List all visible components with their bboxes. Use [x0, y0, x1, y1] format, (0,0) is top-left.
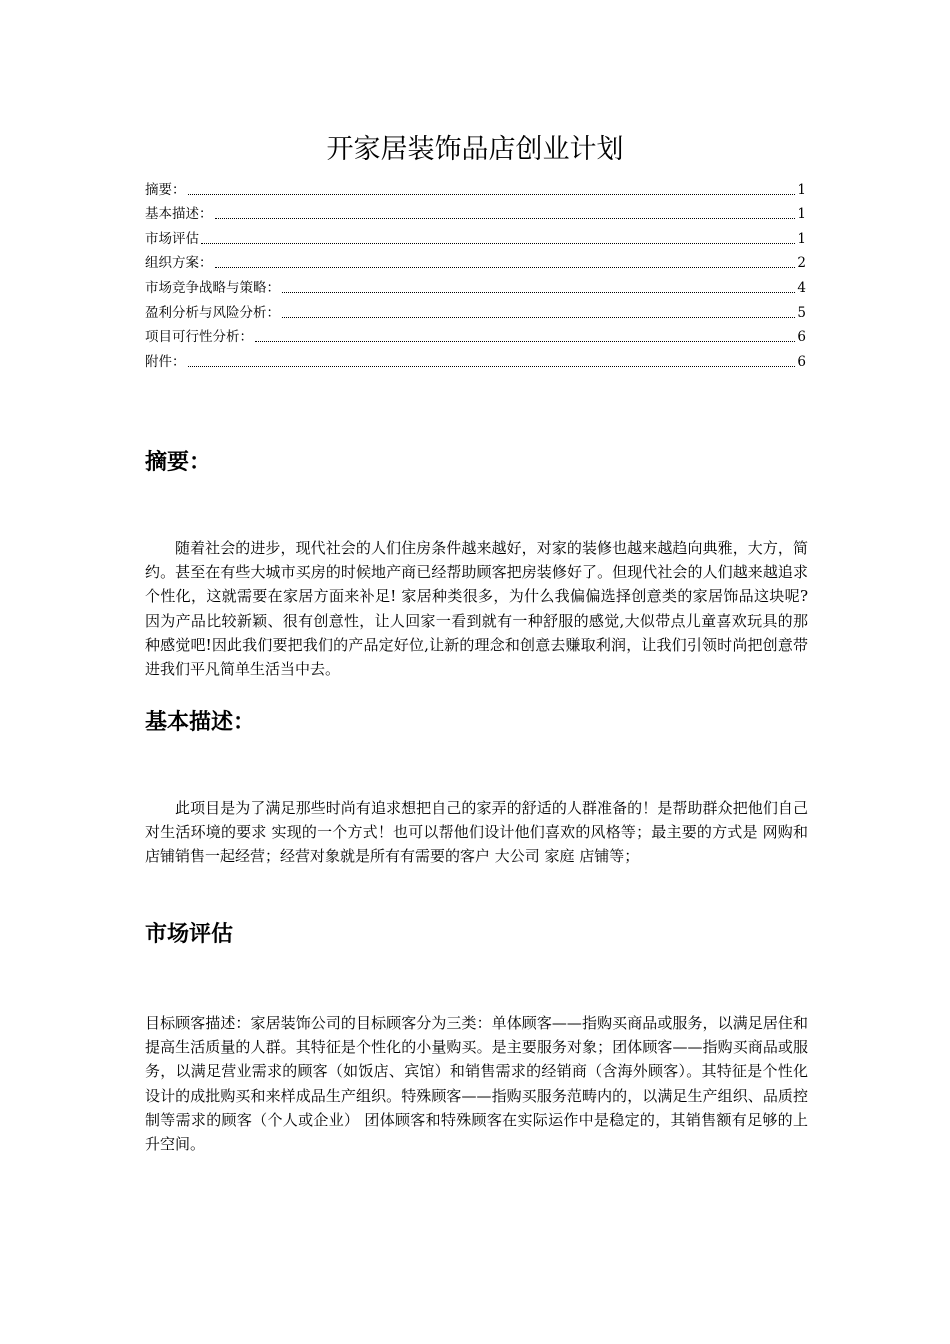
toc-leader-dots — [282, 317, 795, 318]
toc-entry-page: 6 — [797, 329, 806, 346]
toc-entry-label: 市场竞争战略与策略： — [145, 279, 280, 296]
toc-leader-dots — [188, 366, 796, 367]
toc-entry-label: 摘要： — [145, 181, 186, 198]
toc-entry-label: 市场评估 — [145, 230, 199, 247]
document-title: 开家居装饰品店创业计划 — [326, 134, 624, 165]
toc-entry[interactable] — [145, 323, 806, 348]
toc-entry-page: 2 — [797, 255, 806, 272]
toc-entry-page: 1 — [797, 181, 806, 198]
toc-leader-dots — [215, 267, 796, 268]
toc-entry-label: 组织方案： — [145, 255, 213, 272]
summary-heading: 摘要： — [145, 450, 212, 475]
table-of-contents — [145, 175, 806, 372]
toc-entry[interactable] — [145, 249, 806, 274]
toc-leader-dots — [255, 341, 795, 342]
toc-leader-dots — [201, 243, 795, 244]
basic-description-paragraph: 此项目是为了满足那些时尚有追求想把自己的家弄的舒适的人群准备的！是帮助群众把他们自己对生活环境的要求 实现的一个方式！也可以帮他们设计他们喜欢的风格等；最主要的方式是 网购和店铺销售一起经营；经营对象就是所有有需要的客户 大公司 家庭 店铺等； — [145, 799, 808, 866]
toc-leader-dots — [215, 218, 796, 219]
toc-entry-page: 1 — [797, 230, 806, 247]
toc-entry-page: 5 — [797, 304, 806, 321]
toc-entry-label: 附件： — [145, 353, 186, 370]
toc-leader-dots — [282, 292, 795, 293]
toc-entry-page: 6 — [797, 353, 806, 370]
summary-paragraph: 随着社会的进步，现代社会的人们住房条件越来越好，对家的装修也越来越趋向典雅，大方，简约。甚至在有些大城市买房的时候地产商已经帮助顾客把房装修好了。但现代社会的人们越来越追求个性化，这就需要在家居方面来补足! 家居种类很多，为什么我偏偏选择创意类的家居饰品这块呢?因为产品比较新颖、很有创意性，让人回家一看到就有一种舒服的感觉,大似带点儿童喜欢玩具的那种感觉吧!因此我们要把我们的产品定好位,让新的理念和创意去赚取利润，让我们引领时尚把创意带进我们平凡简单生活当中去。 — [145, 539, 808, 679]
toc-entry-label: 项目可行性分析： — [145, 329, 253, 346]
toc-entry[interactable] — [145, 175, 806, 200]
market-assessment-heading: 市场评估 — [145, 922, 234, 947]
toc-entry-page: 4 — [797, 279, 806, 296]
toc-entry[interactable] — [145, 200, 806, 225]
toc-leader-dots — [188, 194, 796, 195]
toc-entry[interactable] — [145, 298, 806, 323]
market-assessment-paragraph: 目标顾客描述：家居装饰公司的目标顾客分为三类：单体顾客——指购买商品或服务，以满足居住和提高生活质量的人群。其特征是个性化的小量购买。是主要服务对象；团体顾客——指购买商品或服务，以满足营业需求的顾客（如饭店、宾馆）和销售需求的经销商（含海外顾客）。其特征是个性化设计的成批购买和来样成品生产组织。特殊顾客——指购买服务范畴内的，以满足生产组织、品质控制等需求的顾客（个人或企业） 团体顾客和特殊顾客在实际运作中是稳定的，其销售额有足够的上升空间。 — [145, 1014, 808, 1154]
toc-entry-label: 盈利分析与风险分析： — [145, 304, 280, 321]
toc-entry[interactable] — [145, 347, 806, 372]
toc-entry[interactable] — [145, 273, 806, 298]
toc-entry[interactable] — [145, 224, 806, 249]
basic-description-heading: 基本描述： — [145, 710, 256, 735]
toc-entry-label: 基本描述： — [145, 206, 213, 223]
toc-entry-page: 1 — [797, 206, 806, 223]
